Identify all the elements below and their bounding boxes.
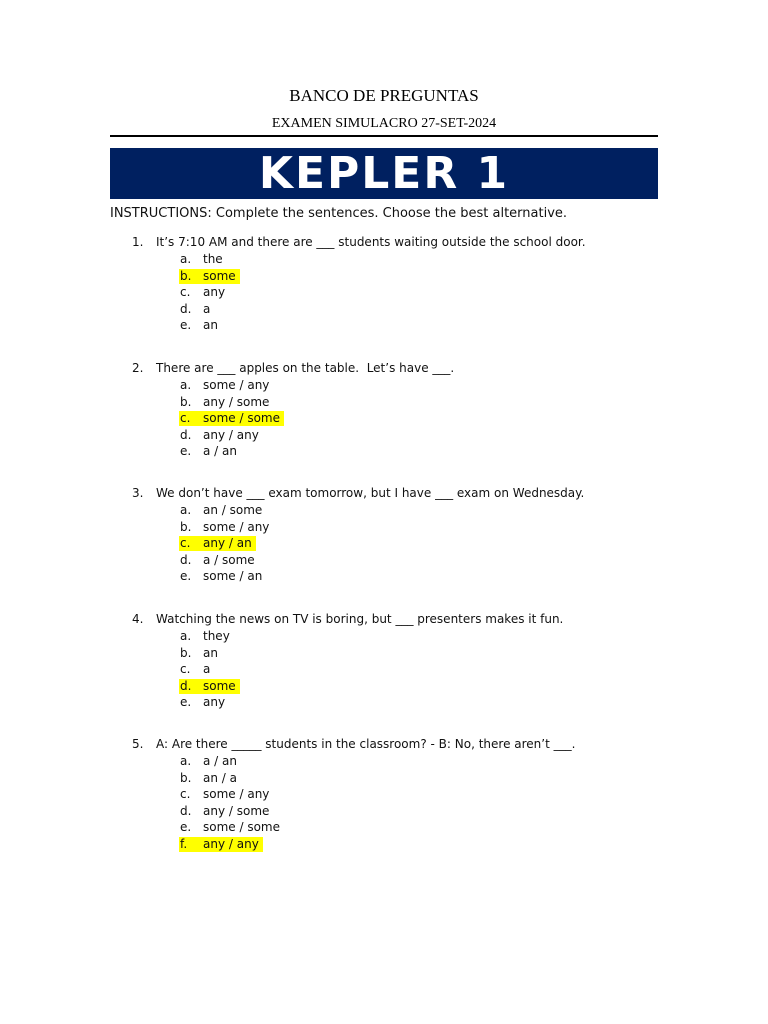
- kepler-banner: KEPLER 1: [110, 148, 658, 199]
- option-text: some: [203, 268, 236, 283]
- option-text: an: [203, 645, 218, 660]
- option-letter: c.: [180, 411, 191, 425]
- answer-option: [110, 836, 658, 853]
- option-letter: d.: [180, 427, 192, 442]
- option-text: some / any: [203, 787, 270, 801]
- question-line: [110, 234, 658, 251]
- option-text: some / some: [203, 411, 281, 425]
- option-letter: a.: [180, 503, 192, 517]
- question-line: [110, 736, 658, 753]
- option-text: a: [203, 662, 211, 676]
- option-letter: e.: [180, 444, 192, 458]
- question-5: [110, 736, 658, 852]
- answer-option: [110, 770, 658, 787]
- question-2: [110, 360, 658, 460]
- answer-option: [110, 535, 658, 552]
- option-letter: f.: [180, 836, 188, 851]
- answer-option: [110, 519, 658, 536]
- option-text: a: [203, 301, 211, 316]
- question-1: [110, 234, 658, 334]
- option-text: they: [203, 629, 230, 643]
- question-number: 1.: [132, 235, 144, 249]
- answer-option: [110, 803, 658, 820]
- header-divider: [110, 135, 658, 137]
- answer-option: [110, 786, 658, 803]
- question-text: A: Are there _____ students in the classroom? - B: No, there aren’t ___.: [156, 737, 576, 751]
- answer-option: [110, 645, 658, 662]
- answer-option: [110, 394, 658, 411]
- answer-option: [110, 694, 658, 711]
- option-letter: a.: [180, 252, 192, 266]
- option-letter: b.: [180, 519, 192, 534]
- answer-option: [110, 410, 658, 427]
- question-number: 3.: [132, 486, 144, 500]
- question-4: [110, 611, 658, 711]
- answer-option: [110, 377, 658, 394]
- answer-option: [110, 443, 658, 460]
- answer-option: [110, 502, 658, 519]
- option-text: some / any: [203, 519, 270, 534]
- answer-option: [110, 753, 658, 770]
- option-text: some / some: [203, 820, 281, 834]
- answer-option: [110, 568, 658, 585]
- option-text: any / an: [203, 536, 252, 550]
- question-text: There are ___ apples on the table. Let’s have ___.: [156, 361, 455, 375]
- answer-option: [110, 284, 658, 301]
- option-letter: a.: [180, 378, 192, 392]
- question-text: It’s 7:10 AM and there are ___ students waiting outside the school door.: [156, 235, 586, 249]
- option-text: any / some: [203, 394, 270, 409]
- option-letter: c.: [180, 285, 191, 299]
- option-letter: e.: [180, 318, 192, 332]
- option-text: the: [203, 252, 223, 266]
- option-letter: b.: [180, 268, 192, 283]
- option-text: some: [203, 678, 236, 693]
- option-letter: d.: [180, 678, 192, 693]
- answer-option: [110, 427, 658, 444]
- answer-option: [110, 678, 658, 695]
- question-line: [110, 485, 658, 502]
- option-text: an: [203, 318, 218, 332]
- option-letter: e.: [180, 820, 192, 834]
- option-letter: b.: [180, 394, 192, 409]
- option-letter: d.: [180, 552, 192, 567]
- answer-option: [110, 317, 658, 334]
- option-letter: c.: [180, 787, 191, 801]
- question-text: Watching the news on TV is boring, but ___ presenters makes it fun.: [156, 612, 564, 626]
- instructions: INSTRUCTIONS: Complete the sentences. Choose the best alternative.: [110, 206, 568, 221]
- option-text: any: [203, 285, 226, 299]
- option-letter: b.: [180, 645, 192, 660]
- option-text: some / any: [203, 378, 270, 392]
- answer-option: [110, 301, 658, 318]
- option-text: any / any: [203, 836, 259, 851]
- option-text: an / a: [203, 770, 237, 785]
- option-letter: b.: [180, 770, 192, 785]
- option-letter: d.: [180, 803, 192, 818]
- option-text: an / some: [203, 503, 263, 517]
- answer-option: [110, 251, 658, 268]
- document-title: BANCO DE PREGUNTAS: [289, 86, 479, 105]
- answer-option: [110, 268, 658, 285]
- option-letter: a.: [180, 629, 192, 643]
- option-letter: e.: [180, 569, 192, 583]
- option-letter: c.: [180, 536, 191, 550]
- option-text: any / any: [203, 427, 259, 442]
- option-text: a / an: [203, 444, 237, 458]
- option-letter: a.: [180, 754, 192, 768]
- option-text: a / some: [203, 552, 255, 567]
- question-number: 4.: [132, 612, 144, 626]
- question-3: [110, 485, 658, 585]
- option-text: some / an: [203, 569, 263, 583]
- option-text: any: [203, 695, 226, 709]
- question-line: [110, 611, 658, 628]
- answer-option: [110, 819, 658, 836]
- option-letter: d.: [180, 301, 192, 316]
- question-number: 2.: [132, 361, 144, 375]
- question-line: [110, 360, 658, 377]
- option-letter: e.: [180, 695, 192, 709]
- option-text: any / some: [203, 803, 270, 818]
- option-text: a / an: [203, 754, 237, 768]
- document-subtitle: EXAMEN SIMULACRO 27-SET-2024: [271, 116, 497, 131]
- question-number: 5.: [132, 737, 144, 751]
- question-text: We don’t have ___ exam tomorrow, but I have ___ exam on Wednesday.: [156, 486, 585, 500]
- answer-option: [110, 661, 658, 678]
- answer-option: [110, 628, 658, 645]
- answer-option: [110, 552, 658, 569]
- option-letter: c.: [180, 662, 191, 676]
